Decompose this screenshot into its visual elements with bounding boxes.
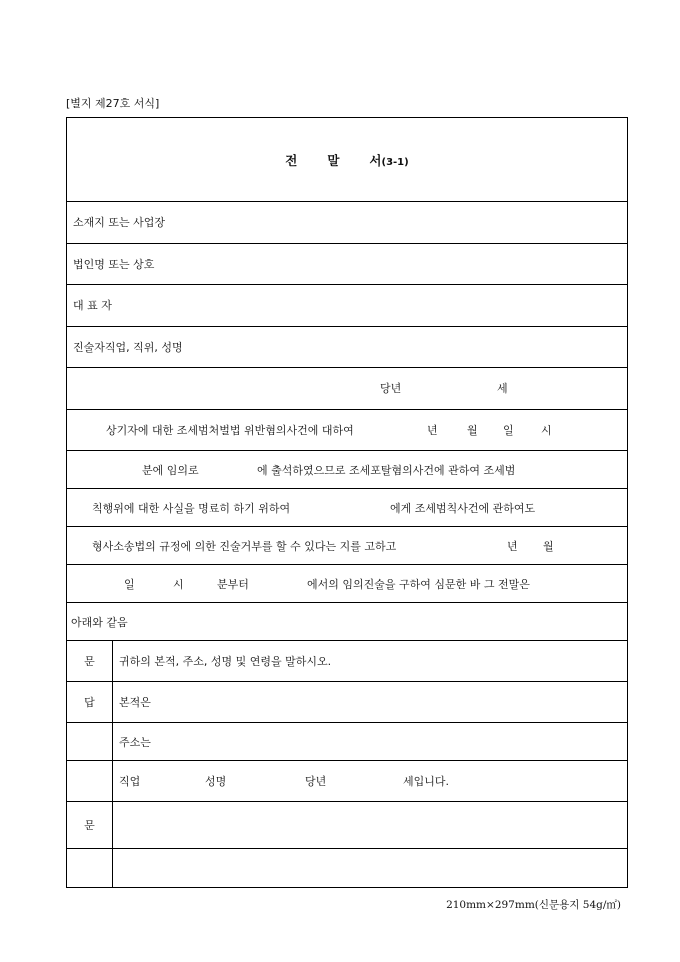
- narrative-line-4: [67, 527, 627, 565]
- question-row-2[interactable]: [67, 802, 627, 849]
- blank-row[interactable]: [67, 849, 627, 887]
- question-marker: 문: [67, 802, 113, 848]
- narrative-1-hour: 시: [541, 423, 552, 437]
- answer-dangnyeon-label: 당년: [305, 775, 327, 788]
- title-char-2: 말: [327, 152, 340, 168]
- statement-form-table: [66, 117, 628, 888]
- company-label: 법인명 또는 상호: [73, 257, 155, 271]
- paper-spec: 210mm×297mm(신문용지 54g/㎡): [446, 899, 621, 911]
- form-title: [285, 151, 408, 169]
- age-row[interactable]: [67, 368, 627, 410]
- question-row-1[interactable]: [67, 641, 627, 682]
- answer-job-label: 직업: [119, 775, 141, 788]
- narrative-6-text: 아래와 같음: [71, 615, 128, 629]
- answer-row-1[interactable]: [67, 682, 627, 723]
- statement-person-row[interactable]: [67, 327, 627, 369]
- answer-row-3[interactable]: [67, 761, 627, 802]
- narrative-1-day: 일: [503, 423, 514, 437]
- narrative-line-2: [67, 451, 627, 489]
- age-se: 세: [497, 382, 508, 396]
- narrative-1-year: 년: [427, 423, 438, 437]
- question-marker: 문: [67, 641, 113, 681]
- title-suffix: (3-1): [381, 156, 409, 168]
- title-row: [67, 118, 627, 202]
- answer-marker: 답: [67, 682, 113, 722]
- narrative-5-hour: 시: [173, 577, 184, 591]
- answer-address-label: 주소는: [119, 735, 151, 749]
- narrative-2-text-a: 분에 임의로: [142, 463, 199, 477]
- narrative-3-text-b: 에게 조세범칙사건에 관하여도: [390, 501, 536, 515]
- representative-row[interactable]: [67, 285, 627, 327]
- answer-age-label: 세입니다.: [403, 775, 450, 788]
- narrative-3-text-a: 칙행위에 대한 사실을 명료히 하기 위하여: [92, 501, 291, 515]
- title-char-3: 서: [369, 152, 382, 168]
- narrative-line-3: [67, 489, 627, 527]
- narrative-line-5: [67, 565, 627, 603]
- form-number-label: [별지 제27호 서식]: [66, 97, 160, 110]
- narrative-line-1: [67, 410, 627, 452]
- narrative-4-month: 월: [543, 539, 554, 553]
- question-2-blank[interactable]: [113, 802, 627, 848]
- narrative-5-minute: 분부터: [217, 577, 249, 591]
- narrative-1-text: 상기자에 대한 조세범처벌법 위반혐의사건에 대하여: [106, 423, 354, 437]
- representative-label: 대 표 자: [73, 299, 112, 313]
- narrative-1-month: 월: [467, 423, 478, 437]
- location-row[interactable]: [67, 202, 627, 244]
- question-1-text: 귀하의 본적, 주소, 성명 및 연령을 말하시오.: [119, 655, 332, 668]
- narrative-4-year: 년: [507, 539, 518, 553]
- answer-name-label: 성명: [205, 775, 227, 788]
- answer-row-2[interactable]: [67, 723, 627, 761]
- narrative-5-text: 에서의 임의진술을 구하여 심문한 바 그 전말은: [307, 577, 530, 591]
- answer-registry-label: 본적은: [119, 696, 151, 709]
- narrative-line-6: [67, 603, 627, 641]
- location-label: 소재지 또는 사업장: [73, 216, 166, 230]
- narrative-5-day: 일: [124, 577, 135, 591]
- narrative-4-text: 형사소송법의 규정에 의한 진술거부를 할 수 있다는 지를 고하고: [92, 539, 397, 553]
- blank-answer-cell[interactable]: [113, 849, 627, 887]
- title-char-1: 전: [285, 152, 298, 168]
- empty-marker-cell: [67, 849, 113, 887]
- company-row[interactable]: [67, 244, 627, 286]
- narrative-2-text-b: 에 출석하였으므로 조세포탈혐의사건에 관하여 조세범: [257, 463, 516, 477]
- statement-person-label: 진술자직업, 직위, 성명: [73, 340, 183, 354]
- empty-marker-cell: [67, 761, 113, 801]
- empty-marker-cell: [67, 723, 113, 760]
- age-dangnyeon: 당년: [380, 382, 402, 396]
